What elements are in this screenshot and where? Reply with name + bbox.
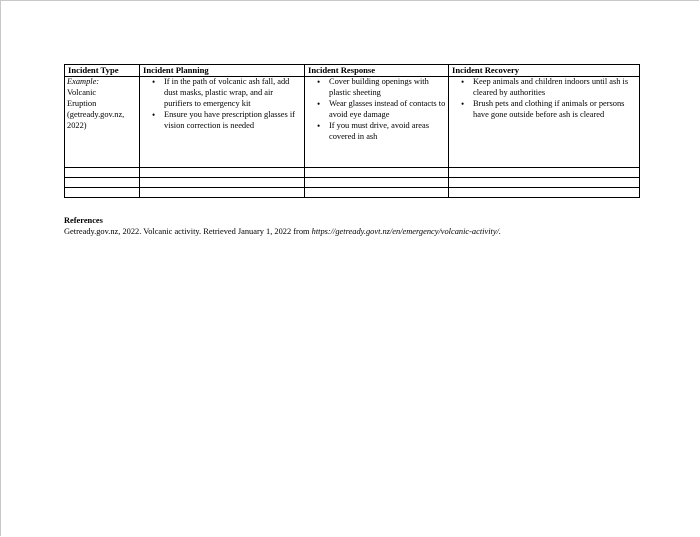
empty-cell[interactable] <box>305 188 449 198</box>
empty-cell[interactable] <box>65 178 140 188</box>
recovery-list <box>451 77 637 121</box>
table-row-empty <box>65 168 640 178</box>
response-cell <box>305 77 449 168</box>
empty-cell[interactable] <box>449 168 640 178</box>
references-heading: References <box>64 216 103 225</box>
recovery-cell <box>449 77 640 168</box>
list-item: • Keep animals and children indoors until ash is cleared by authorities <box>463 77 637 99</box>
empty-cell[interactable] <box>305 168 449 178</box>
empty-cell[interactable] <box>140 178 305 188</box>
header-incident-recovery: Incident Recovery <box>449 65 640 77</box>
list-item: • If you must drive, avoid areas covered in ash <box>319 121 446 143</box>
incident-table <box>64 64 640 198</box>
incident-type-line: Volcanic <box>67 87 97 97</box>
citation-url: https://getready.govt.nz/en/emergency/volcanic-activity/. <box>311 226 502 236</box>
list-item: • If in the path of volcanic ash fall, add dust masks, plastic wrap, and air purifiers to emergency kit <box>154 77 302 110</box>
table-row-empty <box>65 188 640 198</box>
incident-type-cell <box>65 77 140 168</box>
empty-cell[interactable] <box>305 178 449 188</box>
planning-cell <box>140 77 305 168</box>
header-incident-response: Incident Response <box>305 65 449 77</box>
header-incident-type: Incident Type <box>65 65 140 77</box>
incident-type-line: 2022) <box>67 120 87 130</box>
response-list <box>307 77 446 142</box>
incident-type-line: (getready.gov.nz, <box>67 109 125 119</box>
planning-list <box>142 77 302 132</box>
citation-text: Getready.gov.nz, 2022. Volcanic activity. Retrieved January 1, 2022 from <box>64 226 312 236</box>
references-section <box>64 216 664 237</box>
table-row-empty <box>65 178 640 188</box>
list-item: • Ensure you have prescription glasses if vision correction is needed <box>154 110 302 132</box>
empty-cell[interactable] <box>449 188 640 198</box>
empty-cell[interactable] <box>65 168 140 178</box>
list-item: • Brush pets and clothing if animals or persons have gone outside before ash is cleared <box>463 99 637 121</box>
empty-cell[interactable] <box>140 188 305 198</box>
empty-cell[interactable] <box>140 168 305 178</box>
list-item: • Cover building openings with plastic sheeting <box>319 77 446 99</box>
header-incident-planning: Incident Planning <box>140 65 305 77</box>
example-label: Example: <box>67 77 100 86</box>
empty-cell[interactable] <box>65 188 140 198</box>
incident-type-line: Eruption <box>67 98 97 108</box>
table-header-row <box>65 65 640 77</box>
empty-cell[interactable] <box>449 178 640 188</box>
table-row-example <box>65 77 640 168</box>
list-item: • Wear glasses instead of contacts to avoid eye damage <box>319 99 446 121</box>
